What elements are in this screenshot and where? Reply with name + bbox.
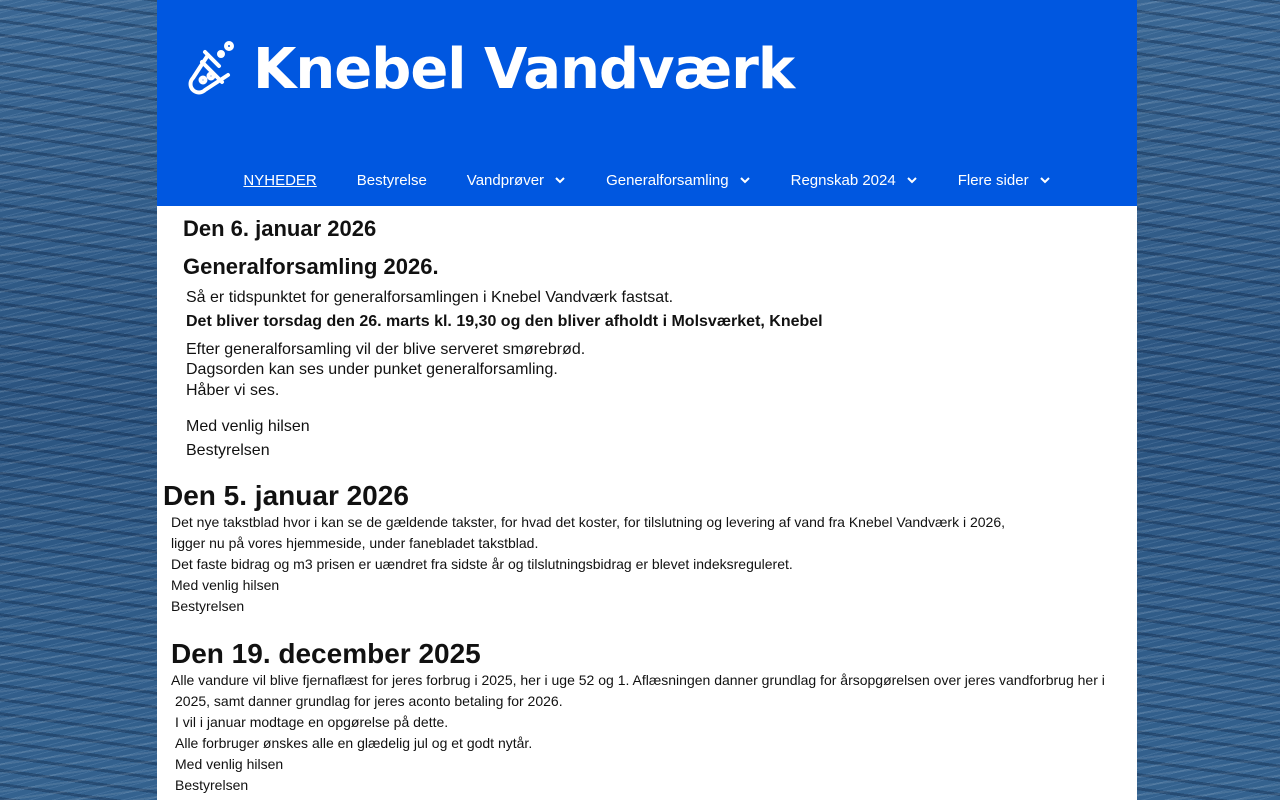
post-date: Den 6. januar 2026 xyxy=(183,216,377,241)
chevron-down-icon[interactable] xyxy=(906,174,918,186)
nav-item-nyheder[interactable] xyxy=(243,172,316,189)
post-text: Så er tidspunktet for generalforsamlingen i Knebel Vandværk fastsat. xyxy=(186,289,674,306)
post-text: Det faste bidrag og m3 prisen er uændret fra sidste år og tilslutningsbidrag er blevet indeksreguleret. xyxy=(171,556,793,572)
post-heading: Generalforsamling 2026. xyxy=(183,254,439,279)
nav-item-regnskab-2024[interactable] xyxy=(791,172,918,189)
post-text: Alle forbruger ønskes alle en glædelig jul og et godt nytår. xyxy=(175,735,533,751)
post-greeting: Med venlig hilsen xyxy=(171,577,280,593)
post-text: Det nye takstblad hvor i kan se de gældende takster, for hvad det koster, for tilslutning og levering af vand fra Knebel Vandværk i 2026, xyxy=(171,514,1006,530)
page-container xyxy=(157,0,1137,800)
chevron-down-icon[interactable] xyxy=(1039,174,1051,186)
nav-label: Regnskab 2024 xyxy=(790,171,896,189)
main-navigation xyxy=(157,160,1137,200)
nav-item-flere-sider[interactable] xyxy=(958,172,1051,189)
post-date: Den 5. januar 2026 xyxy=(163,480,409,511)
post-greeting: Med venlig hilsen xyxy=(186,418,310,435)
nav-label: Generalforsamling xyxy=(606,171,729,189)
post-text: Alle vandure vil blive fjernaflæst for jeres forbrug i 2025, her i uge 52 og 1. Aflæsningen danner grundlag for årsopgørelsen over jeres vandforbrug her i xyxy=(171,672,1105,688)
nav-item-bestyrelse[interactable] xyxy=(357,172,427,189)
nav-label: Bestyrelse xyxy=(356,171,427,189)
nav-item-generalforsamling[interactable] xyxy=(606,172,751,189)
flask-icon xyxy=(175,38,239,102)
chevron-down-icon[interactable] xyxy=(554,174,566,186)
post-signature: Bestyrelsen xyxy=(171,598,245,614)
post-signature: Bestyrelsen xyxy=(175,777,249,793)
post-text-bold: Det bliver torsdag den 26. marts kl. 19,30 og den bliver afholdt i Molsværket, Knebel xyxy=(186,313,823,330)
site-header xyxy=(157,0,1137,206)
post-signature: Bestyrelsen xyxy=(186,442,270,459)
post-text: 2025, samt danner grundlag for jeres aconto betaling for 2026. xyxy=(175,693,563,709)
post-text: ligger nu på vores hjemmeside, under fanebladet takstblad. xyxy=(171,535,539,551)
chevron-down-icon[interactable] xyxy=(739,174,751,186)
post-greeting: Med venlig hilsen xyxy=(175,756,284,772)
site-branding[interactable] xyxy=(175,30,794,110)
post-text: Efter generalforsamling vil der blive serveret smørebrød. xyxy=(186,341,586,358)
post-text: I vil i januar modtage en opgørelse på dette. xyxy=(175,714,449,730)
nav-item-vandprover[interactable] xyxy=(467,172,566,189)
nav-label: Vandprøver xyxy=(466,171,545,189)
post-text: Dagsorden kan ses under punket generalforsamling. xyxy=(186,361,558,378)
nav-label: Flere sider xyxy=(957,171,1029,189)
post-date: Den 19. december 2025 xyxy=(171,638,481,669)
nav-label: NYHEDER xyxy=(243,171,317,189)
post-text: Håber vi ses. xyxy=(186,382,280,399)
site-title[interactable]: Knebel Vandværk xyxy=(253,37,795,102)
